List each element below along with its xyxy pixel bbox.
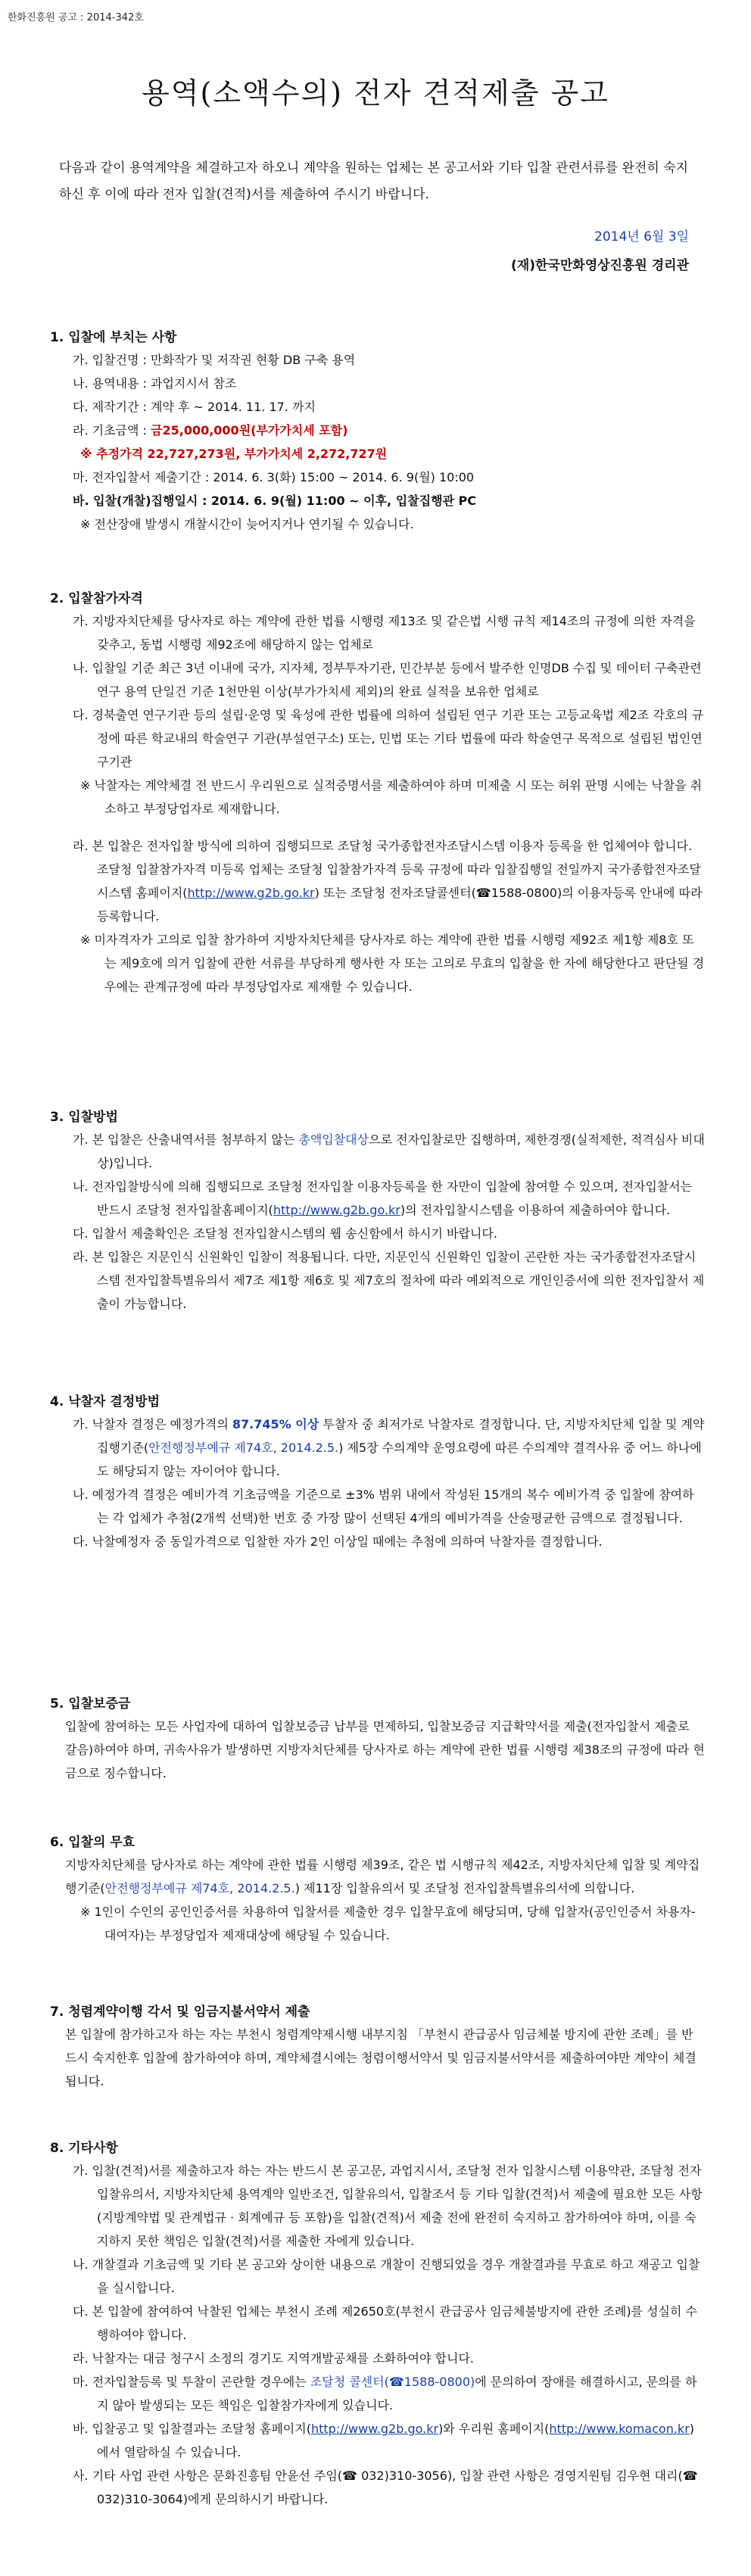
s1-note: ※ 전산장애 발생시 개찰시간이 늦어지거나 연기될 수 있습니다. (80, 517, 414, 531)
s7-body: 본 입찰에 참가하고자 하는 자는 부천시 청렴계약제시행 내부지침 「부천시 관급공사 임금체불 방지에 관한 조례」를 반드시 숙지한후 입찰에 참가하여야 하며, 계약체결시에는 청렴이행서약서 및 임금지불서약서를 제출하여야만 계약이 체결됩니다. (65, 2027, 696, 2089)
section-7-title: 7. 청렴계약이행 각서 및 임금지불서약서 제출 (50, 2004, 310, 2020)
intro-text: 다음과 같이 용역계약을 체결하고자 하오니 계약을 원하는 업체는 본 공고서와 기타 입찰 관련서류를 완전히 숙지하신 후 이에 따라 전자 입찰(견적)서를 제출하여 주시기 바랍니다. (59, 160, 689, 202)
section-2-title: 2. 입찰참가자격 (50, 591, 143, 606)
s2-d-text: 라. 본 입찰은 전자입찰 방식에 의하여 집행되므로 조달청 국가종합전자조달시스템 이용자 등록을 한 업체여야 합니다. 조달청 입찰참가자격 미등록 업체는 조달청 입찰참가자격 등록 규정에 따라 입찰집행일 전일까지 국가종합전자조달시스템 홈페이지( (73, 839, 701, 900)
s8-f-text-mid: )와 우리원 홈페이지( (438, 2422, 550, 2436)
notice-date: 2014년 6월 3일 (594, 229, 689, 245)
s3-a-text: 가. 본 입찰은 산출내역서를 첨부하지 않는 (73, 1132, 299, 1147)
s2-d-text-end: ) 또는 조달청 전자조달콜센터(☎1588-0800)의 이용자등록 안내에 따라 등록합니다. (97, 886, 703, 924)
s1-item-c: 다. 제작기간 : 계약 후 ~ 2014. 11. 17. 까지 (73, 400, 316, 414)
s2-note-1: ※ 낙찰자는 계약체결 전 반드시 우리원으로 실적증명서를 제출하여야 하며 미제출 시 또는 허위 판명 시에는 낙찰을 취소하고 부정당업자로 제재합니다. (80, 778, 703, 816)
s8-item-g: 사. 기타 사업 관련 사항은 문화진흥팀 안윤선 주임(☎ 032)310-3056), 입찰 관련 사항은 경영지원팀 김우현 대리(☎ 032)310-3064)에게 문의하시기 바랍니다. (73, 2469, 698, 2506)
s6-text-end: ) 제11장 입찰유의서 및 조달청 전자입찰특별유의서에 의합니다. (294, 1881, 635, 1895)
s4-item-c: 다. 낙찰예정자 중 동일가격으로 입찰한 자가 2인 이상일 때에는 추첨에 의하여 낙찰자를 결정합니다. (73, 1534, 603, 1549)
g2b-link-2[interactable]: http://www.g2b.go.kr (273, 1203, 400, 1217)
section-4-title: 4. 낙찰자 결정방법 (50, 1394, 160, 1409)
s2-item-a: 가. 지방자치단체를 당사자로 하는 계약에 관한 법률 시행령 제13조 및 같은법 시행 규칙 제14조의 규정에 의한 자격을 갖추고, 동법 시행령 제92조에 해당하지 않는 업체로 (73, 614, 696, 652)
section-3-title: 3. 입찰방법 (50, 1110, 118, 1125)
s8-item-a: 가. 입찰(견적)서를 제출하고자 하는 자는 반드시 본 공고문, 과업지시서, 조달청 전자 입찰시스템 이용약관, 조달청 전자 입찰유의서, 지방자치단체 용역계약 일반조건, 입찰유의서, 입찰조서 등 기타 입찰(견적)서 제출에 필요한 모든 사항(지방계약법 및 관계법규 · 회계예규 등 포함)을 입찰(견적)서 제출 전에 완전히 숙지하고 참가하여야 하며, 이를 숙지하지 못한 책임은 입찰(견적)서를 제출한 자에게 있습니다. (73, 2163, 703, 2248)
s3-item-c: 다. 입찰서 제출확인은 조달청 전자입찰시스템의 웹 송신함에서 하시기 바랍니다. (73, 1226, 497, 1241)
section-1-title: 1. 입찰에 부치는 사항 (50, 330, 177, 345)
s3-item-b (58, 1175, 705, 1222)
s1-item-b: 나. 용역내용 : 과업지시서 참조 (73, 376, 237, 391)
s5-body: 입찰에 참여하는 모든 사업자에 대하여 입찰보증금 납부를 면제하되, 입찰보증금 지급확약서를 제출(전자입찰서 제출로 갈음)하여야 하며, 귀속사유가 발생하면 지방자치단체를 당사자로 하는 계약에 관한 법률 시행령 제38조의 규정에 따라 현금으로 징수합니다. (65, 1719, 705, 1780)
page-title: 용역(소액수의) 전자 견적제출 공고 (142, 76, 609, 110)
s2-note-2: ※ 미자격자가 고의로 입찰 참가하여 지방자치단체를 당사자로 하는 계약에 관한 법률 시행령 제92조 제1항 제8호 또는 제9호에 의거 입찰에 관한 서류를 부당하게 행사한 자 또는 고의로 무효의 입찰을 한 자에 해당한다고 판단될 경우에는 관계규정에 따라 부정당업자로 제재할 수 있습니다. (80, 933, 705, 994)
s3-item-a (58, 1128, 705, 1175)
s8-e-highlight: 조달청 콜센터(☎1588-0800) (310, 2375, 475, 2389)
s6-note: ※ 1인이 수인의 공인인증서를 차용하여 입찰서를 제출한 경우 입찰무효에 해당되며, 당해 입찰자(공인인증서 차용자-대여자)는 부정당업자 제재대상에 해당될 수 있습니다. (80, 1905, 696, 1942)
s1-d-label: 라. 기초금액 : (73, 423, 151, 438)
s2-item-b: 나. 입찰일 기준 최근 3년 이내에 국가, 지자체, 정부투자기관, 민간부분 등에서 발주한 인명DB 수집 및 데이터 구축관련 연구 용역 단일건 기준 1천만원 이상(부가가치세 제외)의 완료 실적을 보유한 업체로 (73, 661, 702, 699)
s8-e-text-end: 에 문의하여 장애를 해결하시고, 문의를 하지 않아 발생되는 모든 책임은 입찰참가자에게 있습니다. (97, 2375, 697, 2412)
s1-d-value: 금25,000,000원(부가가치세 포함) (151, 423, 348, 438)
s6-body (50, 1853, 705, 1900)
s3-b-text: 나. 전자입찰방식에 의해 집행되므로 조달청 전자입찰 이용자등록을 한 자만이 입찰에 참여할 수 있으며, 전자입찰서는 반드시 조달청 전자입찰홈페이지( (73, 1179, 693, 1217)
s4-a-text-mid: 투찰자 중 최저가로 낙찰자로 결정합니다. 단, 지방자치단체 입찰 및 계약집행기준( (97, 1417, 705, 1455)
s2-item-c: 다. 경북출연 연구기관 등의 설립·운영 및 육성에 관한 법률에 의하여 설립된 연구 기관 또는 고등교육법 제2조 각호의 규정에 따른 학교내의 학술연구 기관(부설연구소) 또는, 민법 또는 기타 법률에 따라 학술연구 목적으로 설립된 법인연구기관 (73, 708, 704, 769)
s1-estimate: ※ 추정가격 22,727,273원, 부가가치세 2,272,727원 (80, 447, 388, 461)
s4-a-highlight-2: 안전행정부예규 제74호, 2014.2.5. (148, 1441, 339, 1455)
section-8-title: 8. 기타사항 (50, 2141, 118, 2156)
s4-item-b: 나. 예정가격 결정은 예비가격 기초금액을 기준으로 ±3% 범위 내에서 작성된 15개의 복수 예비가격 중 입찰에 참여하는 각 업체가 추첨(2개씩 선택)한 번호 중 가장 많이 선택된 4개의 예비가격을 산술평균한 금액으로 결정됩니다. (73, 1487, 694, 1525)
s4-a-text-end: ) 제5장 수의계약 운영요령에 따른 수의계약 결격사유 중 어느 하나에도 해당되지 않는 자이어야 합니다. (97, 1441, 702, 1478)
s8-item-e (58, 2370, 705, 2417)
section-5 (50, 1693, 705, 1785)
g2b-link-3[interactable]: http://www.g2b.go.kr (310, 2422, 439, 2436)
s8-e-text: 마. 전자입찰등록 및 투찰이 곤란할 경우에는 (73, 2375, 310, 2389)
section-7 (50, 2001, 705, 2093)
notice-number: 한화진흥원 공고 : 2014-342호 (8, 12, 144, 23)
komacon-link[interactable]: http://www.komacon.kr (549, 2422, 690, 2436)
s6-highlight: 안전행정부예규 제74호, 2014.2.5. (104, 1881, 295, 1895)
issuing-org: (재)한국만화영상진흥원 경리관 (511, 258, 689, 273)
section-5-title: 5. 입찰보증금 (50, 1696, 131, 1712)
s2-item-d (58, 834, 705, 928)
s1-item-e: 마. 전자입찰서 제출기간 : 2014. 6. 3(화) 15:00 ~ 2014. 6. 9(월) 10:00 (73, 470, 475, 484)
s8-item-f (58, 2417, 705, 2464)
s6-text: 지방자치단체를 당사자로 하는 계약에 관한 법률 시행령 제39조, 같은 법 시행규칙 제42조, 지방자치단체 입찰 및 계약집행기준( (65, 1858, 700, 1895)
g2b-link[interactable]: http://www.g2b.go.kr (187, 886, 315, 900)
s4-a-highlight: 87.745% 이상 (232, 1417, 319, 1431)
section-2 (50, 588, 705, 998)
section-6 (50, 1832, 705, 1947)
s1-item-a: 가. 입찰건명 : 만화작가 및 저작권 현황 DB 구축 용역 (73, 353, 356, 367)
section-6-title: 6. 입찰의 무효 (50, 1835, 136, 1850)
s1-item-f: 바. 입찰(개찰)집행일시 : 2014. 6. 9(월) 11:00 ~ 이후, 입찰집행관 PC (73, 494, 477, 508)
s3-b-text-end: )의 전자입찰시스템을 이용하여 제출하여야 합니다. (400, 1203, 671, 1217)
s4-item-a (58, 1413, 705, 1483)
section-3 (50, 1107, 705, 1316)
section-8 (50, 2138, 705, 2511)
s3-item-d: 라. 본 입찰은 지문인식 신원확인 입찰이 적용됩니다. 다만, 지문인식 신원확인 입찰이 곤란한 자는 국가종합전자조달시스템 전자입찰특별유의서 제7조 제1항 제6호 및 제7호의 절차에 따라 예외적으로 개인인증서에 의한 전자입찰서 제출이 가능합니다. (73, 1250, 705, 1311)
s8-f-text: 바. 입찰공고 및 입찰결과는 조달청 홈페이지( (73, 2422, 311, 2436)
s8-f-text-end: )에서 열람하실 수 있습니다. (97, 2422, 695, 2459)
section-1 (50, 327, 705, 536)
s4-a-text: 가. 낙찰자 결정은 예정가격의 (73, 1417, 232, 1431)
s3-a-highlight: 총액입찰대상 (298, 1132, 369, 1147)
section-4 (50, 1391, 705, 1553)
s8-item-b: 나. 개찰결과 기초금액 및 기타 본 공고와 상이한 내용으로 개찰이 진행되었을 경우 개찰결과를 무효로 하고 재공고 입찰을 실시합니다. (73, 2257, 700, 2295)
s3-a-text-end: 으로 전자입찰로만 집행하며, 제한경쟁(실적제한, 적격심사 비대상)입니다. (97, 1132, 705, 1170)
s8-item-c: 다. 본 입찰에 참여하여 낙찰된 업체는 부천시 조례 제2650호(부천시 관급공사 임금체불방지에 관한 조례)를 성실히 수행하여야 합니다. (73, 2304, 698, 2342)
s1-item-d (58, 419, 705, 442)
s8-item-d: 라. 낙찰자는 대금 청구시 소정의 경기도 지역개발공채를 소화하여야 합니다. (73, 2351, 474, 2366)
